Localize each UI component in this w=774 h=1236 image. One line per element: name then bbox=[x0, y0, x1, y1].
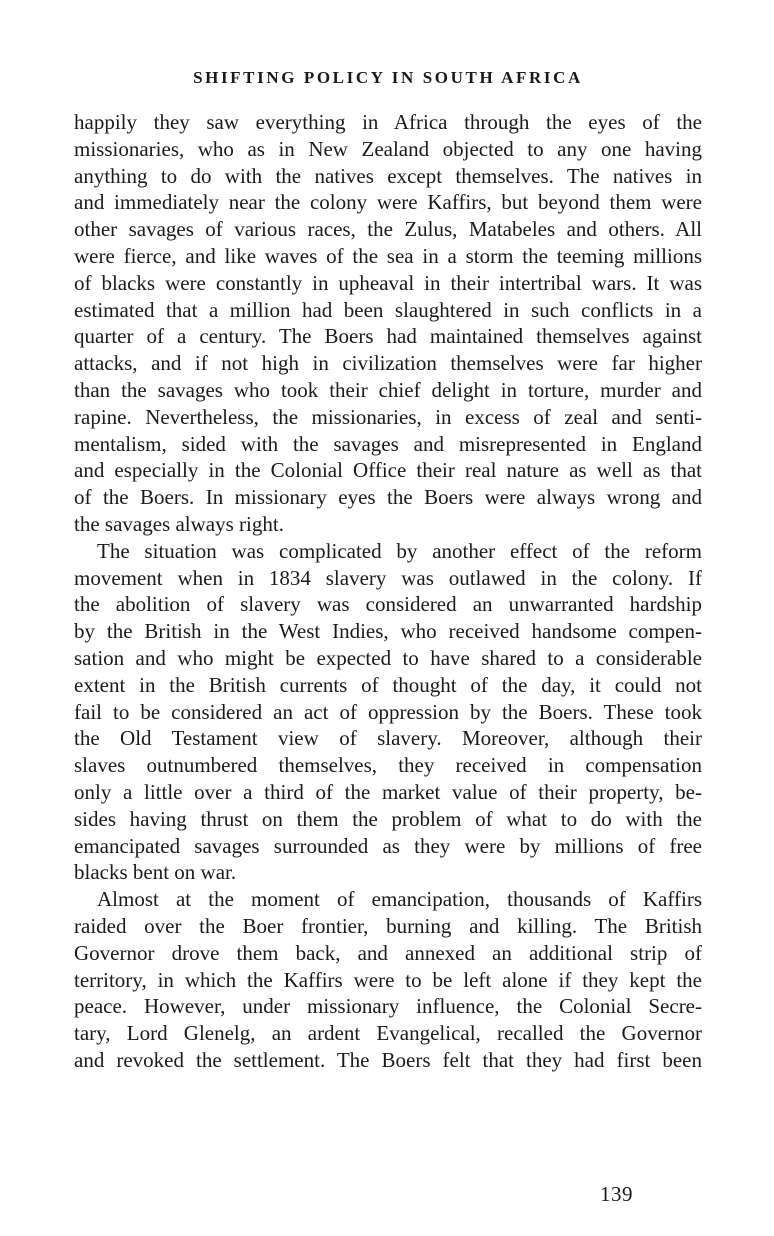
text-line: fail to be considered an act of oppression by the Boers. These took bbox=[74, 699, 702, 724]
paragraph bbox=[74, 886, 702, 1074]
body-text bbox=[74, 109, 702, 1074]
text-line: and revoked the settlement. The Boers felt that they had first been bbox=[74, 1047, 702, 1072]
text-line: mentalism, sided with the savages and misrepresented in England bbox=[74, 431, 702, 456]
text-line: of blacks were constantly in upheaval in their intertribal wars. It was bbox=[74, 270, 702, 295]
running-head: SHIFTING POLICY IN SOUTH AFRICA bbox=[193, 68, 583, 87]
text-line: the savages always right. bbox=[74, 511, 284, 536]
text-line: sation and who might be expected to have shared to a considerable bbox=[74, 645, 702, 670]
text-line: and especially in the Colonial Office their real nature as well as that bbox=[74, 458, 702, 483]
page-number: 139 bbox=[600, 1182, 633, 1206]
text-line: missionaries, who as in New Zealand objected to any one having bbox=[74, 136, 702, 161]
text-line: raided over the Boer frontier, burning and killing. The British bbox=[74, 913, 702, 938]
paragraph bbox=[74, 109, 702, 538]
text-line: The situation was complicated by another effect of the reform bbox=[97, 538, 702, 563]
text-line: estimated that a million had been slaughtered in such conflicts in a bbox=[74, 297, 702, 322]
text-line: extent in the British currents of thought of the day, it could not bbox=[74, 672, 702, 697]
text-line: other savages of various races, the Zulus, Matabeles and others. All bbox=[74, 217, 702, 242]
text-line: Governor drove them back, and annexed an additional strip of bbox=[74, 940, 702, 965]
text-line: than the savages who took their chief delight in torture, murder and bbox=[74, 377, 702, 402]
text-line: rapine. Nevertheless, the missionaries, in excess of zeal and senti- bbox=[74, 404, 702, 429]
text-line: and immediately near the colony were Kaffirs, but beyond them were bbox=[74, 190, 702, 215]
text-line: sides having thrust on them the problem of what to do with the bbox=[74, 806, 702, 831]
text-line: the abolition of slavery was considered an unwarranted hardship bbox=[74, 592, 702, 617]
text-line: of the Boers. In missionary eyes the Boers were always wrong and bbox=[74, 485, 702, 510]
text-line: Almost at the moment of emancipation, thousands of Kaffirs bbox=[97, 887, 702, 912]
text-line: quarter of a century. The Boers had maintained themselves against bbox=[74, 324, 702, 349]
text-line: movement when in 1834 slavery was outlawed in the colony. If bbox=[74, 565, 702, 590]
paragraph bbox=[74, 538, 702, 886]
text-line: peace. However, under missionary influence, the Colonial Secre- bbox=[74, 994, 702, 1019]
text-line: territory, in which the Kaffirs were to be left alone if they kept the bbox=[74, 967, 702, 992]
text-line: were fierce, and like waves of the sea in a storm the teeming millions bbox=[74, 243, 702, 268]
text-line: slaves outnumbered themselves, they received in compensation bbox=[74, 753, 702, 778]
text-line: tary, Lord Glenelg, an ardent Evangelical, recalled the Governor bbox=[74, 1021, 702, 1046]
text-line: attacks, and if not high in civilization themselves were far higher bbox=[74, 351, 702, 376]
text-line: anything to do with the natives except themselves. The natives in bbox=[74, 163, 702, 188]
text-line: emancipated savages surrounded as they were by millions of free bbox=[74, 833, 702, 858]
text-line: by the British in the West Indies, who received handsome compen- bbox=[74, 619, 702, 644]
text-line: blacks bent on war. bbox=[74, 860, 237, 885]
text-line: only a little over a third of the market value of their property, be- bbox=[74, 779, 702, 804]
text-line: the Old Testament view of slavery. Moreover, although their bbox=[74, 726, 702, 751]
text-line: happily they saw everything in Africa through the eyes of the bbox=[74, 110, 702, 134]
